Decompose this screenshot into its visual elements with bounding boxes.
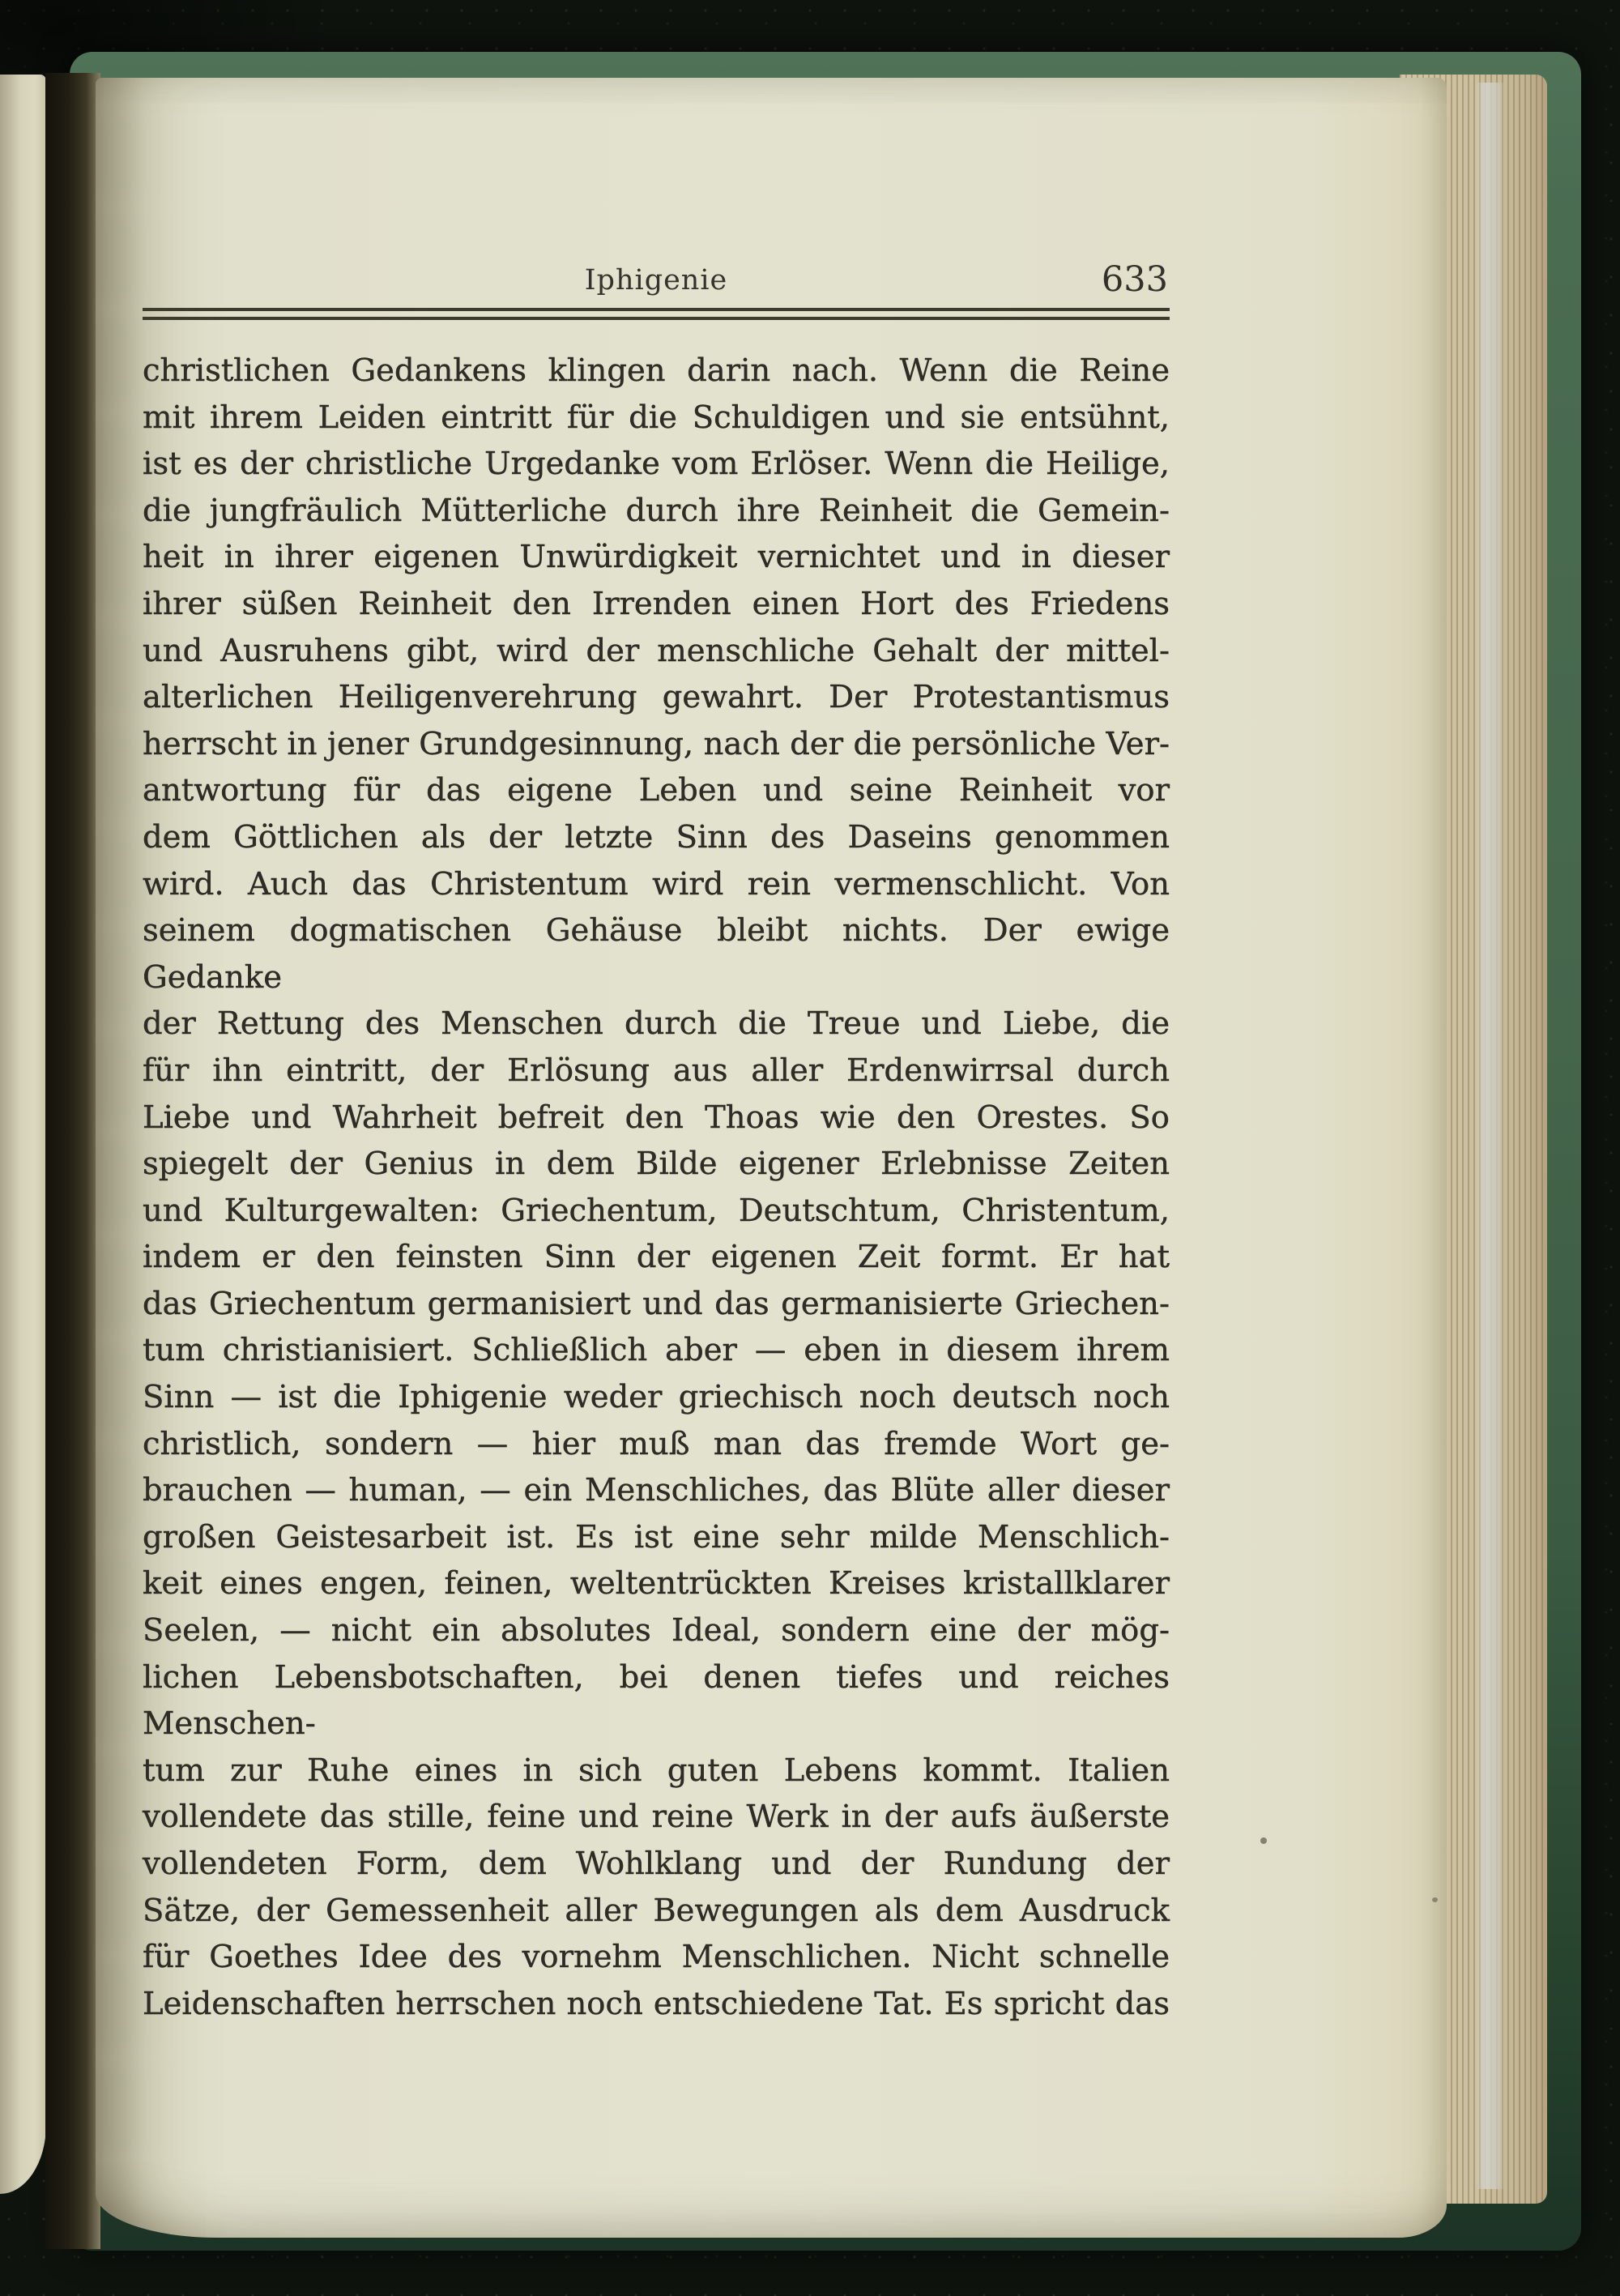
text-line: und Kulturgewalten: Griechentum, Deutschtum, Christentum, bbox=[143, 1192, 1170, 1229]
text-line: der Rettung des Menschen durch die Treue und Liebe, die bbox=[143, 1005, 1170, 1043]
page-title: Iphigenie bbox=[584, 264, 728, 297]
text-line: seinem dogmatischen Gehäuse bleibt nichts. Der ewige Gedanke bbox=[143, 912, 1170, 996]
flyleaf-edge bbox=[1476, 83, 1505, 2189]
gutter-shadow bbox=[45, 73, 100, 2249]
text-line: keit eines engen, feinen, weltentrückten Kreises kristallklarer bbox=[143, 1565, 1170, 1603]
text-line: Liebe und Wahrheit befreit den Thoas wie den Orestes. So bbox=[143, 1099, 1170, 1136]
text-line: ist es der christliche Urgedanke vom Erlöser. Wenn die Heilige, bbox=[143, 446, 1170, 483]
text-line: Leidenschaften herrschen noch entschiedene Tat. Es spricht das bbox=[143, 1985, 1170, 2022]
text-line: heit in ihrer eigenen Unwürdigkeit vernichtet und in dieser bbox=[143, 539, 1170, 576]
running-header bbox=[143, 250, 1170, 300]
facing-page-edge bbox=[0, 75, 46, 2194]
text-line: die jungfräulich Mütterliche durch ihre Reinheit die Gemein- bbox=[143, 492, 1170, 529]
text-line: indem er den feinsten Sinn der eigenen Zeit formt. Er hat bbox=[143, 1239, 1170, 1276]
text-line: spiegelt der Genius in dem Bilde eigener Erlebnisse Zeiten bbox=[143, 1146, 1170, 1183]
text-line: und Ausruhens gibt, wird der menschliche Gehalt der mittel- bbox=[143, 632, 1170, 669]
text-line: Sätze, der Gemessenheit aller Bewegungen als dem Ausdruck bbox=[143, 1892, 1170, 1929]
text-line: wird. Auch das Christentum wird rein vermenschlicht. Von bbox=[143, 865, 1170, 903]
text-line: vollendete das stille, feine und reine Werk in der aufs äußerste bbox=[143, 1799, 1170, 1836]
text-line: dem Göttlichen als der letzte Sinn des Daseins genommen bbox=[143, 818, 1170, 856]
text-line: das Griechentum germanisiert und das germanisierte Griechen- bbox=[143, 1285, 1170, 1322]
text-line: tum zur Ruhe eines in sich guten Lebens kommt. Italien bbox=[143, 1752, 1170, 1789]
text-line: antwortung für das eigene Leben und seine Reinheit vor bbox=[143, 772, 1170, 809]
text-block bbox=[143, 250, 1170, 2027]
text-line: Seelen, — nicht ein absolutes Ideal, sondern eine der mög- bbox=[143, 1612, 1170, 1649]
text-line: alterlichen Heiligenverehrung gewahrt. Der Protestantismus bbox=[143, 679, 1170, 716]
text-line: ihrer süßen Reinheit den Irrenden einen Hort des Friedens bbox=[143, 585, 1170, 622]
text-line: für Goethes Idee des vornehm Menschlichen. Nicht schnelle bbox=[143, 1939, 1170, 1976]
scan-speck bbox=[1260, 1837, 1267, 1844]
text-line: christlich, sondern — hier muß man das fremde Wort ge- bbox=[143, 1425, 1170, 1462]
body-text bbox=[143, 348, 1170, 2027]
text-line: brauchen — human, — ein Menschliches, das Blüte aller dieser bbox=[143, 1472, 1170, 1509]
text-line: lichen Lebensbotschaften, bei denen tiefes und reiches Menschen- bbox=[143, 1658, 1170, 1743]
text-line: christlichen Gedankens klingen darin nach. Wenn die Reine bbox=[143, 352, 1170, 389]
book-page bbox=[96, 78, 1447, 2238]
text-line: vollendeten Form, dem Wohlklang und der Rundung der bbox=[143, 1846, 1170, 1882]
header-double-rule bbox=[143, 308, 1170, 320]
text-line: mit ihrem Leiden eintritt für die Schuldigen und sie entsühnt, bbox=[143, 399, 1170, 436]
text-line: großen Geistesarbeit ist. Es ist eine sehr milde Menschlich- bbox=[143, 1518, 1170, 1556]
text-line: herrscht in jener Grundgesinnung, nach der die persönliche Ver- bbox=[143, 725, 1170, 762]
text-line: Sinn — ist die Iphigenie weder griechisch noch deutsch noch bbox=[143, 1379, 1170, 1416]
page-number: 633 bbox=[1101, 259, 1168, 300]
text-line: für ihn eintritt, der Erlösung aus aller Erdenwirrsal durch bbox=[143, 1052, 1170, 1089]
text-line: tum christianisiert. Schließlich aber — eben in diesem ihrem bbox=[143, 1332, 1170, 1369]
scan-speck bbox=[1432, 1897, 1438, 1902]
